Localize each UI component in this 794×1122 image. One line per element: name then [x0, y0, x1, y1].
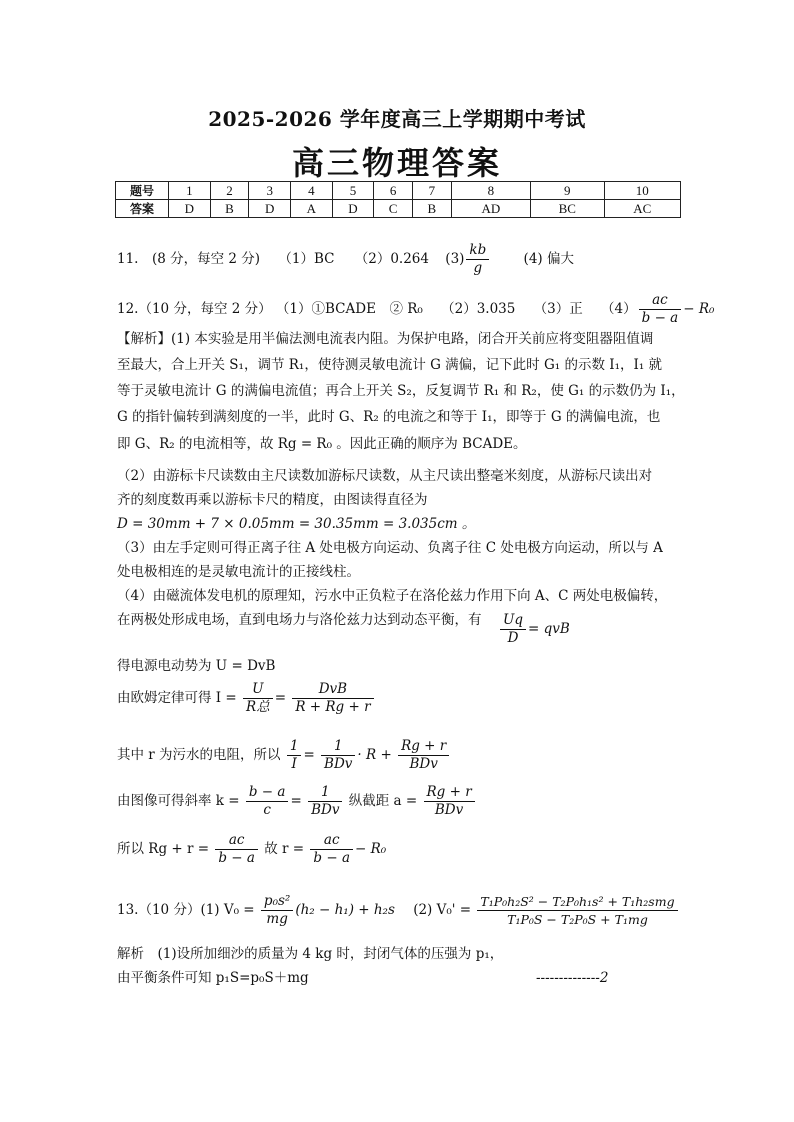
- q11-part2: （2）0.264: [354, 251, 429, 267]
- fraction-denominator: R总: [246, 699, 270, 715]
- fraction-numerator: p₀s²: [261, 893, 293, 911]
- table-cell: 4: [291, 182, 333, 200]
- table-cell: 5: [332, 182, 374, 200]
- fraction-denominator: BDv: [409, 756, 438, 772]
- q13-part2-lead: (2) V₀' =: [413, 902, 472, 918]
- fraction-denominator: c: [263, 802, 271, 818]
- table-cell: 3: [249, 182, 291, 200]
- equation-lead: 其中 r 为污水的电阻，所以: [117, 747, 281, 763]
- table-cell: 8: [451, 182, 530, 200]
- fraction-denominator: BDv: [311, 802, 340, 818]
- q12-analysis-line: 即 G、R₂ 的电流相等，故 Rg = R₀ 。因此正确的顺序为 BCADE。: [117, 436, 527, 452]
- q12-part4-tail: − R₀: [683, 301, 715, 317]
- fraction-numerator: Rg + r: [424, 784, 475, 802]
- table-cell: AC: [604, 200, 680, 218]
- q13-head: 13.（10 分）(1) V₀ =: [117, 902, 255, 918]
- fraction-numerator: T₁P₀h₂S² − T₂P₀h₁s² + T₁h₂smg: [477, 893, 677, 911]
- q12-analysis-line: 至最大，合上开关 S₁，调节 R₁，使待测灵敏电流计 G 满偏，记下此时 G₁ 的示数 I₁，I₁ 就: [117, 357, 663, 373]
- q12-part3: （3）正: [533, 301, 583, 317]
- table-cell: C: [374, 200, 413, 218]
- fraction: [500, 612, 526, 647]
- fraction-numerator: kb: [466, 242, 489, 260]
- q13-analysis-line: 解析 (1)设所加细沙的质量为 4 kg 时，封闭气体的压强为 p₁，: [117, 946, 504, 962]
- equation-tail: = qvB: [528, 621, 570, 637]
- fraction: [292, 681, 373, 716]
- fraction-denominator: mg: [266, 911, 288, 927]
- fraction: [246, 784, 289, 819]
- answer-table-row-answers: [116, 200, 681, 218]
- fraction: [287, 738, 302, 773]
- q12-ohm-line: 由欧姆定律可得 I = $\frac{U}{\text{R总}}$ = $\frac{\text{DvB}}{R + Rg + r}$: [117, 681, 376, 716]
- equation-lead: 所以 Rg + r =: [117, 841, 210, 857]
- table-cell: 6: [374, 182, 413, 200]
- q12-analysis-line: 【解析】(1) 本实验是用半偏法测电流表内阻。为保护电路，闭合开关前应将变阻器阻值调: [117, 331, 654, 347]
- fraction-numerator: 1: [308, 784, 342, 802]
- row-label-answer: 答案: [116, 200, 169, 218]
- fraction-numerator: 1: [287, 738, 302, 756]
- q12-part1: （1）①BCADE ② R₀: [275, 301, 423, 317]
- fraction-numerator: ac: [639, 292, 682, 310]
- q12-head: 12.（10 分，每空 2 分）: [117, 301, 272, 317]
- fraction: [477, 893, 677, 928]
- fraction-denominator: D: [507, 630, 519, 646]
- equation-middle: 故 r =: [264, 841, 305, 857]
- q13-line: [117, 893, 680, 928]
- table-cell: A: [291, 200, 333, 218]
- q11-head: 11. (8 分，每空 2 分): [117, 251, 261, 267]
- fraction: [398, 738, 449, 773]
- q11-part3-fraction: [466, 242, 489, 277]
- equation-tail: − R₀: [355, 841, 387, 857]
- table-cell: AD: [451, 200, 530, 218]
- fraction: [308, 784, 342, 819]
- fraction-numerator: ac: [215, 832, 258, 850]
- equation-tail: (h₂ − h₁) + h₂s: [295, 902, 395, 918]
- fraction: [424, 784, 475, 819]
- q12-balance-equation: [498, 612, 570, 647]
- exam-title: 2025-2026 学年度高三上学期期中考试: [208, 107, 586, 131]
- table-cell: BC: [531, 200, 605, 218]
- table-cell: 7: [413, 182, 452, 200]
- fraction-denominator: b − a: [641, 310, 679, 326]
- q13-score-mark: --------------2: [536, 970, 609, 986]
- q11-line: [117, 242, 574, 277]
- fraction-denominator: b − a: [313, 850, 350, 866]
- fraction: [321, 738, 355, 773]
- q12-analysis-line: （2）由游标卡尺读数由主尺读数加游标尺读数，从主尺读出整毫米刻度，从游标尺读出对: [117, 468, 653, 484]
- q12-analysis-line: 处电极相连的是灵敏电流计的正接线柱。: [117, 564, 360, 580]
- fraction: [215, 832, 258, 867]
- q11-part4: (4) 偏大: [523, 251, 574, 267]
- fraction-numerator: Uq: [500, 612, 526, 630]
- q12-part4-fraction: [639, 292, 682, 327]
- q12-diameter-equation: D = 30mm + 7 × 0.05mm = 30.35mm = 3.035cm 。: [117, 516, 476, 532]
- fraction-denominator: BDv: [324, 756, 353, 772]
- q12-result-line: [117, 832, 386, 867]
- fraction-numerator: U: [243, 681, 273, 699]
- fraction-denominator: I: [291, 756, 297, 772]
- equation-middle: 纵截距 a =: [348, 793, 418, 809]
- q12-emf-line: 得电源电动势为 U = DvB: [117, 658, 276, 674]
- fraction-denominator: b − a: [218, 850, 255, 866]
- q12-line: [117, 292, 714, 327]
- q12-analysis-line: （4）由磁流体发电机的原理知，污水中正负粒子在洛伦兹力作用下向 A、C 两处电极偏转，: [117, 588, 668, 604]
- fraction-denominator: R + Rg + r: [295, 699, 371, 715]
- q12-slope-line: 由图像可得斜率 k = $\frac{b - a}{c}$ = $\frac{1}{\text{BDv}}$ 纵截距 a = $\frac{Rg + r}{\text{BDv}}$: [117, 784, 477, 819]
- table-cell: D: [169, 200, 211, 218]
- q12-part4-label: （4）: [601, 301, 637, 317]
- q12-part2: （2）3.035: [441, 301, 516, 317]
- table-cell: 2: [210, 182, 249, 200]
- q12-analysis-line: 等于灵敏电流计 G 的满偏电流值；再合上开关 S₂，反复调节 R₁ 和 R₂，使 G₁ 的示数仍为 I₁，: [117, 383, 685, 399]
- fraction-numerator: Rg + r: [398, 738, 449, 756]
- equation-lead: 由图像可得斜率 k =: [117, 793, 240, 809]
- fraction-denominator: g: [473, 260, 483, 276]
- table-cell: D: [332, 200, 374, 218]
- fraction-numerator: DvB: [292, 681, 373, 699]
- fraction: [310, 832, 353, 867]
- fraction-numerator: 1: [321, 738, 355, 756]
- q11-part1: （1）BC: [278, 251, 335, 267]
- q12-analysis-line: 齐的刻度数再乘以游标卡尺的精度，由图读得直径为: [117, 492, 428, 508]
- q11-part3-label: (3): [445, 251, 465, 267]
- fraction: [261, 893, 293, 928]
- fraction-numerator: ac: [310, 832, 353, 850]
- answer-table: [115, 181, 681, 218]
- answer-table-row-numbers: [116, 182, 681, 200]
- q13-analysis-line: 由平衡条件可知 p₁S=p₀S＋mg: [117, 970, 309, 986]
- q12-analysis-line: （3）由左手定则可得正离子往 A 处电极方向运动、负离子往 C 处电极方向运动，所以与 A: [117, 540, 663, 556]
- equation-middle: · R +: [357, 747, 392, 763]
- fraction: [243, 681, 273, 716]
- table-cell: D: [249, 200, 291, 218]
- subject-title: 高三物理答案: [291, 144, 502, 182]
- equation-lead: 由欧姆定律可得 I =: [117, 690, 237, 706]
- q12-analysis-line: 在两极处形成电场，直到电场力与洛伦兹力达到动态平衡，有: [117, 612, 482, 628]
- table-cell: B: [210, 200, 249, 218]
- q12-analysis-line: G 的指针偏转到满刻度的一半，此时 G、R₂ 的电流之和等于 I₁，即等于 G 的满偏电流，也: [117, 409, 661, 425]
- fraction-numerator: b − a: [246, 784, 289, 802]
- row-label-number: 题号: [116, 182, 169, 200]
- table-cell: 10: [604, 182, 680, 200]
- table-cell: 9: [531, 182, 605, 200]
- fraction-denominator: T₁P₀S − T₂P₀S + T₁mg: [507, 912, 648, 927]
- table-cell: 1: [169, 182, 211, 200]
- q12-reciprocal-line: 其中 r 为污水的电阻，所以 $\frac{1}{I}$ = $\frac{1}{\text{BDv}}$ · R + $\frac{Rg + r}{\text{BDv}}$: [117, 738, 451, 773]
- table-cell: B: [413, 200, 452, 218]
- fraction-denominator: BDv: [434, 802, 464, 818]
